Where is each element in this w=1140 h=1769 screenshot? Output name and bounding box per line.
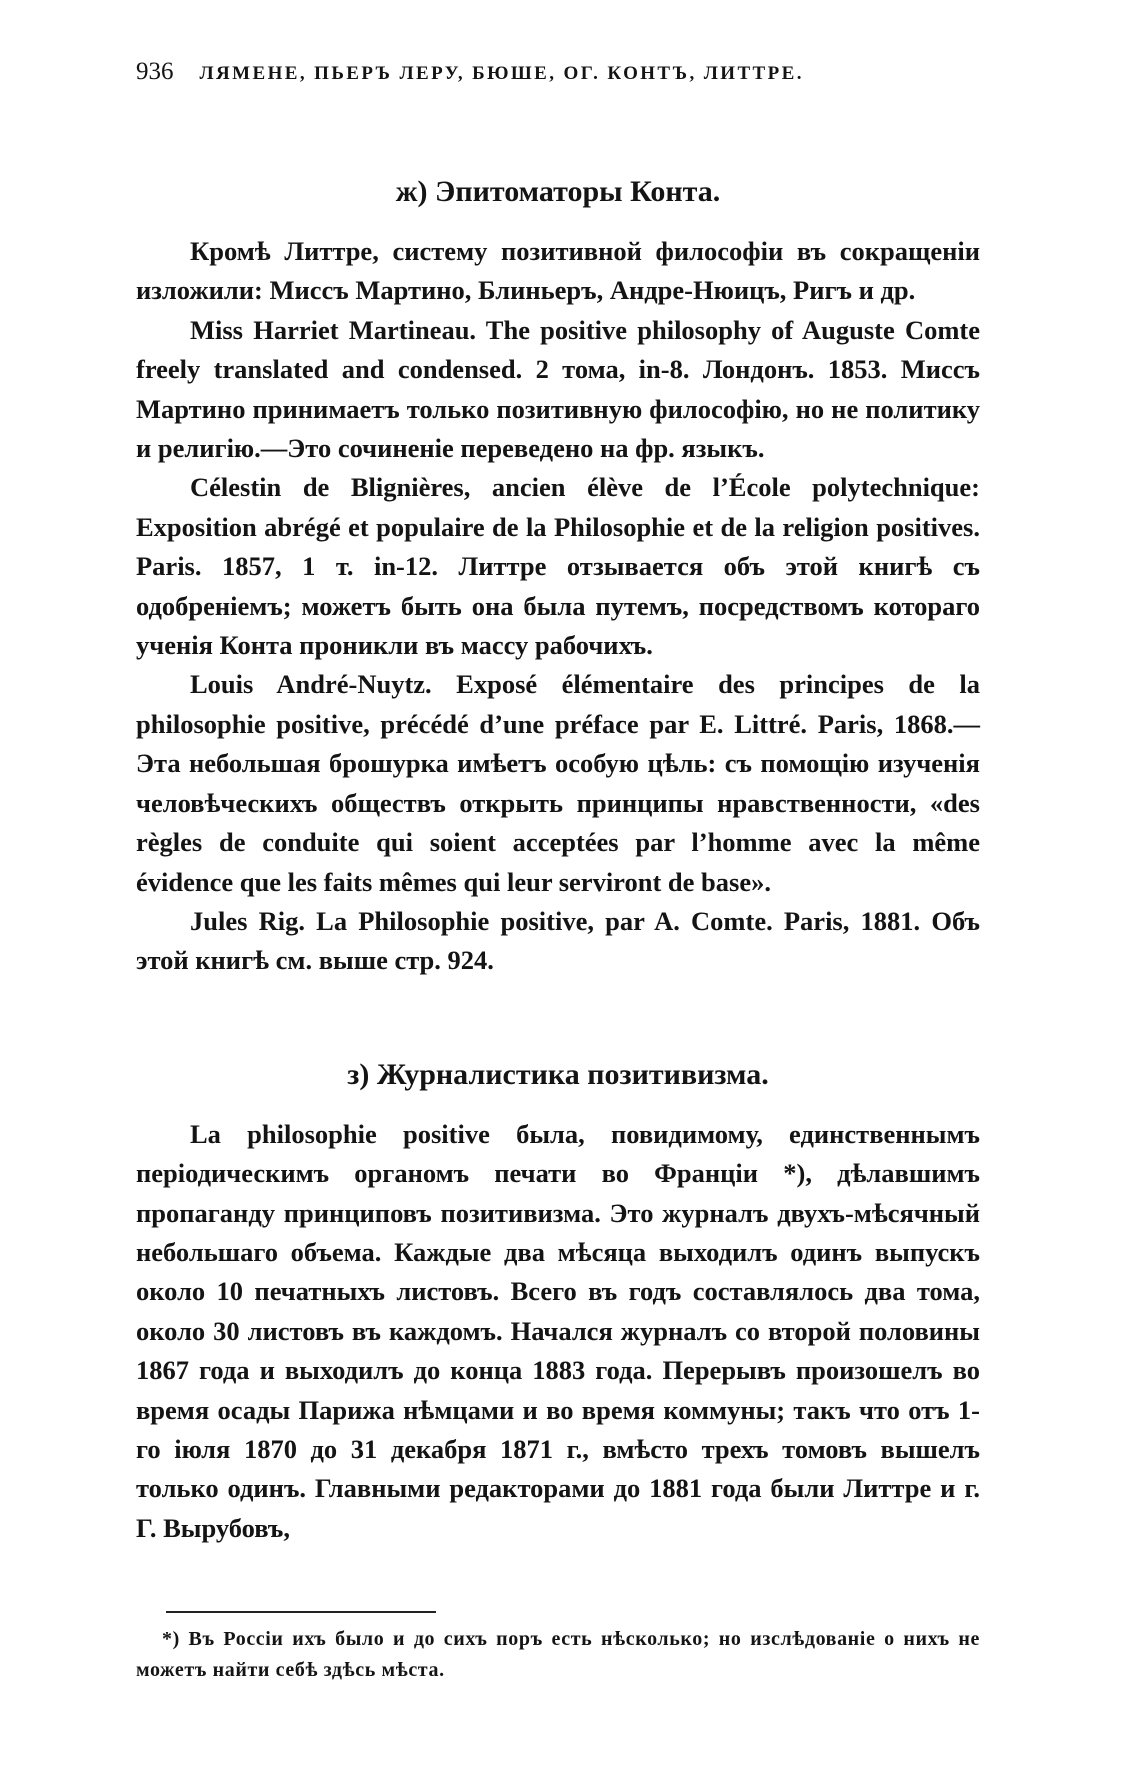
footnote-text: *) Въ Россіи ихъ было и до сихъ поръ есть нѣсколько; но изслѣдованіе о нихъ не можетъ найти себѣ здѣсь мѣста.: [136, 1628, 980, 1681]
running-head: [136, 58, 980, 102]
book-page: [136, 58, 980, 1548]
paragraph: La philosophie positive была, повидимому, единственнымъ періодическимъ органомъ печати во Франціи *), дѣлавшимъ пропаганду принциповъ позитивизма. Это журналъ двухъ-мѣсячный небольшаго объема. Каждые два мѣсяца выходилъ одинъ выпускъ около 10 печатныхъ листовъ. Всего въ годъ составлялось два тома, около 30 листовъ въ каждомъ. Начался журналъ со второй половины 1867 года и выходилъ до конца 1883 года. Перерывъ произошелъ во время осады Парижа нѣмцами и во время коммуны; такъ что отъ 1-го іюля 1870 до 31 декабря 1871 г., вмѣсто трехъ томовъ вышелъ только одинъ. Главными редакторами до 1881 года были Литтре и г. Г. Вырубовъ,: [136, 1118, 980, 1543]
paragraph: Célestin de Blignières, ancien élève de l’École polytechnique: Exposition abrégé et populaire de la Philosophie et de la religion positives. Paris. 1857, 1 т. in-12. Литтре отзывается объ этой книгѣ съ одобреніемъ; можетъ быть она была путемъ, посредствомъ котораго ученія Конта проникли въ массу рабочихъ.: [136, 472, 980, 661]
section-heading-epitomators: ж) Эпитоматоры Конта.: [395, 175, 721, 208]
paragraph: Louis André-Nuytz. Exposé élémentaire des principes de la philosophie positive, précédé d’une préface par E. Littré. Paris, 1868.— Эта небольшая брошурка имѣетъ особую цѣль: съ помощію изученія человѣческихъ обществъ открыть принципы нравственности, «des règles de conduite qui soient acceptées par l’homme avec la même évidence que les faits mêmes qui leur serviront de base».: [136, 669, 980, 897]
section-body-journalism: [136, 1115, 980, 1548]
section-body-epitomators: [136, 232, 980, 981]
section-heading-journalism: з) Журналистика позитивизма.: [347, 1057, 769, 1091]
footnote: [136, 1624, 980, 1686]
page-number: 936: [136, 58, 174, 85]
paragraph: Jules Rig. La Philosophie positive, par A. Comte. Paris, 1881. Объ этой книгѣ см. выше стр. 924.: [136, 905, 980, 976]
paragraph: Кромѣ Литтре, систему позитивной философіи въ сокращеніи изложили: Миссъ Мартино, Блиньеръ, Андре-Нюицъ, Ригъ и др.: [136, 236, 980, 306]
running-head-title: ЛЯМЕНЕ, ПЬЕРЪ ЛЕРУ, БЮШЕ, ОГ. КОНТЪ, ЛИТТРЕ.: [199, 63, 804, 84]
paragraph: Miss Harriet Martineau. The positive philosophy of Auguste Comte freely translated and condensed. 2 тома, in-8. Лондонъ. 1853. Миссъ Мартино принимаетъ только позитивную философію, но не политику и религію.—Это сочиненіе переведено на фр. языкъ.: [136, 314, 980, 464]
footnote-rule: [166, 1611, 436, 1613]
